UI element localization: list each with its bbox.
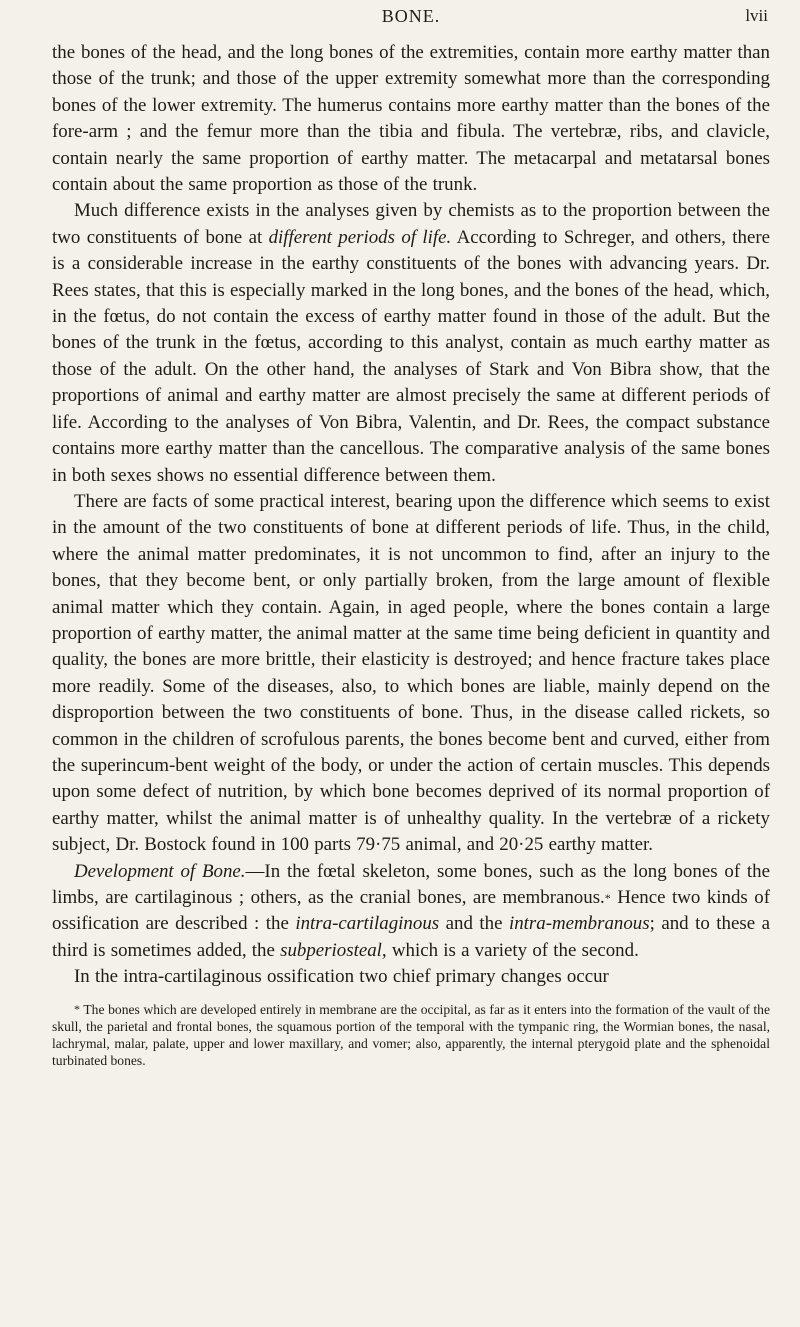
paragraph-practical-interest: There are facts of some practical interest, bearing upon the difference which seems to exist in the amount of the two constituents of bone at different periods of life. Thus, in the child, where the animal matter predominates, it is not uncommon to find, after an injury to the bones, that they become bent, or only partially broken, from the large amount of flexible animal matter which they contain. Again, in aged people, where the bones contain a large proportion of earthy matter, the animal matter at the same time being deficient in quantity and quality, the bones are more brittle, their elasticity is destroyed; and hence fracture takes place more readily. Some of the diseases, also, to which bones are liable, mainly depend on the disproportion between the two constituents of bone. Thus, in the disease called rickets, so common in the children of scrofulous parents, the bones become bent and curved, either from the superincum-bent weight of the body, or under the action of certain muscles. This depends upon some defect of nutrition, by which bone becomes deprived of its normal proportion of earthy matter, whilst the animal matter is of unhealthy quality. In the vertebræ of a rickety subject, Dr. Bostock found in 100 parts 79·75 animal, and 20·25 earthy matter. bbox=[52, 490, 770, 856]
paragraph-text: ; and to these a third is sometimes added, the bbox=[52, 913, 770, 961]
paragraph-text: According to Schreger, and others, there is a considerable increase in the earthy constituents of the bones with advancing years. Dr. Rees states, that this is especially marked in the long bones, and the bones of the head, which, in the fœtus, do not contain the excess of earthy matter found in those of the adult. But the bones of the trunk in the fœtus, according to this analyst, contain as much earthy matter as those of the adult. On the other hand, the analyses of Stark and Von Bibra show, that the proportions of animal and earthy matter are almost precisely the same at different periods of life. According to the analyses of Von Bibra, Valentin, and Dr. Rees, the compact substance contains more earthy matter than the cancellous. The comparative analysis of the same bones in both sexes shows no essential difference between them. bbox=[52, 226, 771, 486]
paragraph-text: —In the fœtal skeleton, some bones, such as the long bones of the limbs, are cartilaginous ; others, as the cranial bones, are membranous. bbox=[52, 860, 770, 908]
paragraph-text: which is a variety of the second. bbox=[386, 939, 639, 961]
italic-phrase: different periods of life. bbox=[268, 226, 452, 248]
body-text bbox=[52, 40, 770, 991]
italic-term: intra-membranous bbox=[508, 913, 650, 935]
running-title: BONE. bbox=[381, 6, 441, 26]
paragraph-intra-cartilaginous: In the intra-cartilaginous ossification two chief primary changes occur bbox=[74, 966, 609, 988]
footnote-paragraph bbox=[52, 1001, 770, 1070]
paragraph-text: Much difference exists in the analyses given by chemists as to the proportion between the two constituents of bone at bbox=[52, 200, 770, 248]
footnote bbox=[52, 1001, 770, 1070]
footnote-mark: * bbox=[74, 1001, 80, 1016]
paragraph-development-of-bone bbox=[52, 859, 770, 965]
footnote-text: The bones which are developed entirely in membrane are the occipital, as far as it enters into the formation of the vault of the skull, the parietal and frontal bones, the squamous portion of the temporal with the tympanic ring, the Wormian bones, the nasal, lachrymal, malar, palate, upper and lower maxillary, and vomer; also, apparently, the internal pterygoid plate and the sphenoidal turbinated bones. bbox=[52, 1001, 771, 1069]
paragraph-text: and the bbox=[439, 913, 509, 935]
paragraph-periods-of-life bbox=[52, 198, 770, 488]
section-heading: Development of Bone. bbox=[74, 860, 246, 882]
italic-term: subperiosteal, bbox=[280, 939, 387, 961]
italic-term: intra-cartilaginous bbox=[295, 913, 440, 935]
page-number: lvii bbox=[745, 6, 768, 25]
running-head bbox=[52, 4, 770, 30]
footnote-reference: * bbox=[604, 891, 611, 905]
paragraph-text: Hence two kinds of ossification are described : the bbox=[52, 887, 771, 935]
paragraph-bone-proportions: the bones of the head, and the long bones of the extremities, contain more earthy matter than those of the trunk; and those of the upper extremity somewhat more than the corresponding bones of the lower extremity. The humerus contains more earthy matter than the bones of the fore-arm ; and the femur more than the tibia and fibula. The vertebræ, ribs, and clavicle, contain nearly the same proportion of earthy matter. The metacarpal and metatarsal bones contain about the same proportion as those of the trunk. bbox=[52, 42, 770, 196]
